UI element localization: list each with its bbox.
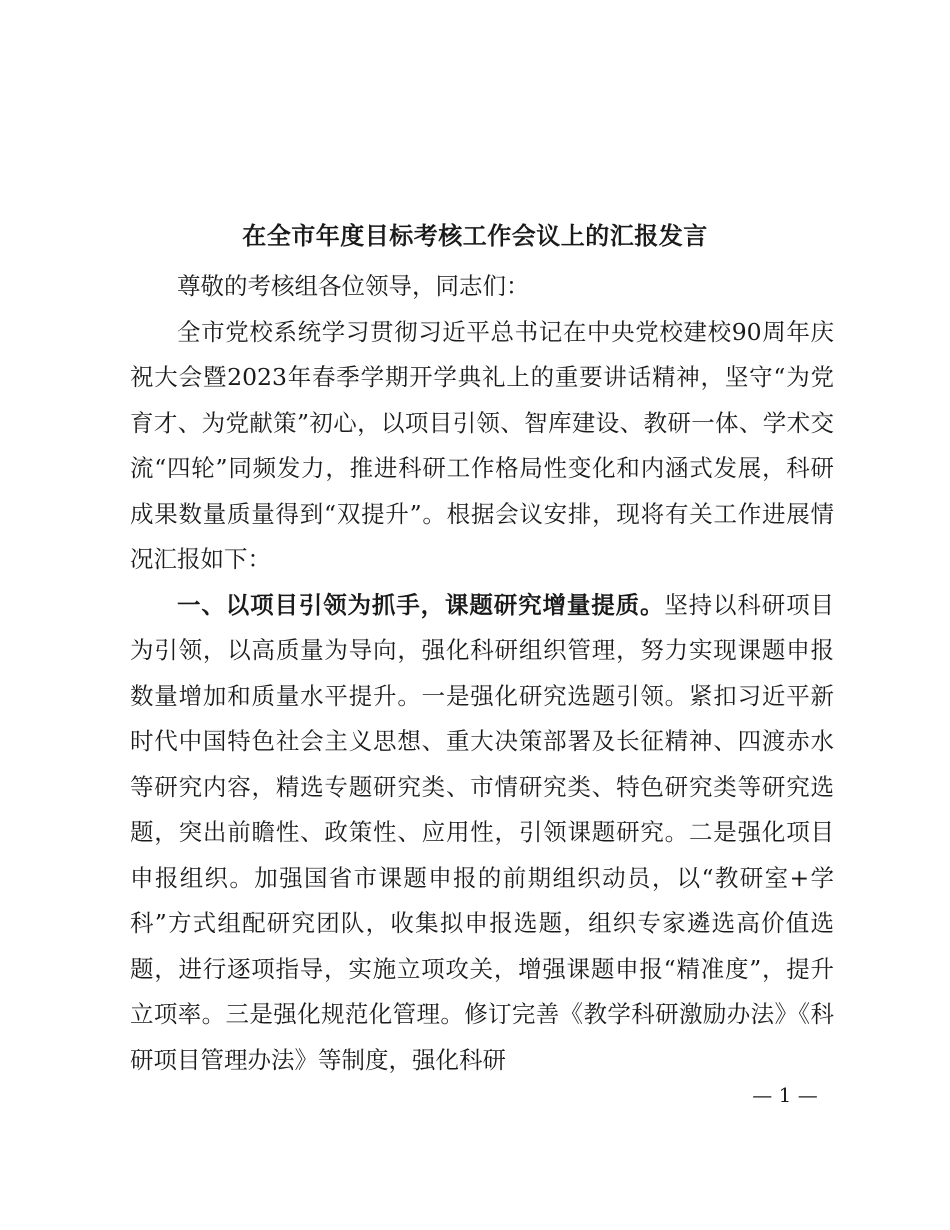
document-title: 在全市年度目标考核工作会议上的汇报发言	[242, 221, 708, 250]
page-number: — 1 —	[752, 1083, 818, 1107]
document-body	[130, 264, 834, 1083]
salutation: 尊敬的考核组各位领导，同志们：	[177, 272, 530, 300]
section-1-body: 坚持以科研项目为引领，以高质量为导向，强化科研组织管理，努力实现课题申报数量增加和质量水平提升。一是强化研究选题引领。紧扣习近平新时代中国特色社会主义思想、重大决策部署及长征精神、四渡赤水等研究内容，精选专题研究类、市情研究类、特色研究类等研究选题，突出前瞻性、政策性、应用性，引领课题研究。二是强化项目申报组织。加强国省市课题申报的前期组织动员，以“教研室+学科”方式组配研究团队，收集拟申报选题，组织专家遴选高价值选题，进行逐项指导，实施立项攻关，增强课题申报“精准度”，提升立项率。三是强化规范化管理。修订完善《教学科研激励办法》《科研项目管理办法》等制度，强化科研	[130, 590, 835, 1074]
intro-paragraph: 全市党校系统学习贯彻习近平总书记在中央党校建校90周年庆祝大会暨2023年春季学期开学典礼上的重要讲话精神，坚守“为党育才、为党献策”初心，以项目引领、智库建设、教研一体、学术交流“四轮”同频发力，推进科研工作格局性变化和内涵式发展，科研成果数量质量得到“双提升”。根据会议安排，现将有关工作进展情况汇报如下：	[130, 317, 834, 573]
section-1-paragraph	[130, 583, 834, 1084]
section-1-heading: 一、以项目引领为抓手，课题研究增量提质。	[177, 590, 665, 619]
